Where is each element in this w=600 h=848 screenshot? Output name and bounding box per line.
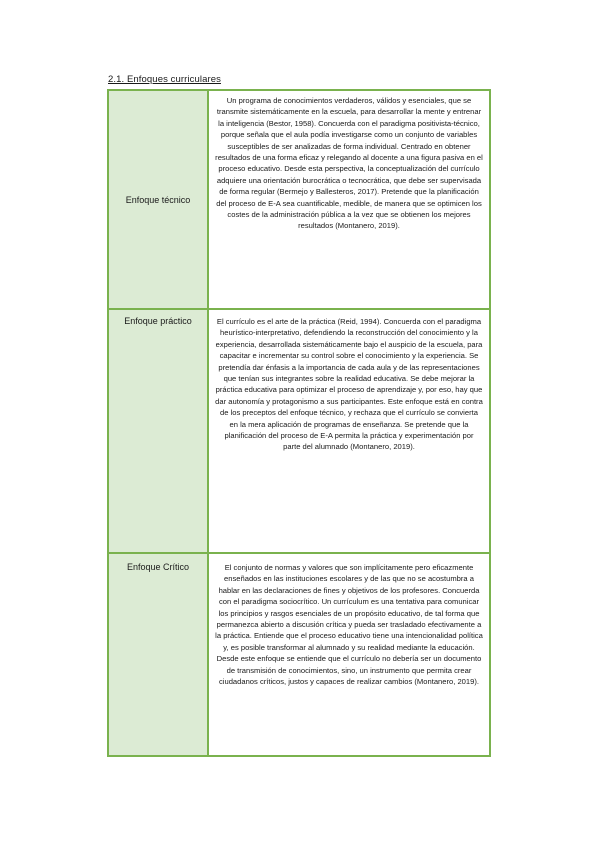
table-row (108, 90, 490, 309)
table-row (108, 309, 490, 553)
approach-label: Enfoque Crítico (108, 553, 208, 756)
approach-description: Un programa de conocimientos verdaderos, válidos y esenciales, que se transmite sistemáticamente en la escuela, para desarrollar la mente y entrenar la inteligencia (Bestor, 1958). Concuerda con el paradigma positivista-técnico, porque señala que el aula podía investigarse como un conjunto de variables susceptibles de ser analizadas de forma individual. Centrado en obtener resultados de una forma eficaz y relegando al docente a una figura pasiva en el proceso educativo. Desde esta perspectiva, la conceptualización del currículo adquiere una orientación burocrática o tecnocrática, que debe ser supervisada de forma regular (Bermejo y Ballesteros, 2017). Pretende que la planificación del proceso de E-A sea cuantificable, medible, de manera que se optimicen los costes de la administración pública a la vez que se obtienen los mejores resultados (Montanero, 2019). (208, 90, 490, 309)
curricular-approaches-table (107, 89, 491, 757)
approach-description: El conjunto de normas y valores que son implícitamente pero eficazmente enseñados en las instituciones escolares y de las que no se acostumbra a hablar en las declaraciones de fines y objetivos de los profesores. Concuerda con el paradigma sociocrítico. Un currículum es una tentativa para comunicar los principios y rasgos esenciales de un propósito educativo, de tal forma que permanezca abierto a discusión crítica y pueda ser trasladado efectivamente a la práctica. Entiende que el proceso educativo tiene una intencionalidad política y, es posible transformar al alumnado y su realidad mediante la educación. Desde este enfoque se entiende que el currículo no debería ser un documento de transmisión de conocimientos, sino, un instrumento que permita crear ciudadanos críticos, justos y capaces de realizar cambios (Montanero, 2019). (208, 553, 490, 756)
section-heading: 2.1. Enfoques curriculares (108, 74, 221, 85)
approach-label: Enfoque técnico (108, 90, 208, 309)
approach-label: Enfoque práctico (108, 309, 208, 553)
table-row (108, 553, 490, 756)
approach-description: El currículo es el arte de la práctica (Reid, 1994). Concuerda con el paradigma heurístico-interpretativo, defendiendo la reconstrucción del conocimiento y la experiencia, desarrollada sistemáticamente bajo el auspicio de la escuela, para capacitar e incrementar su control sobre el conocimiento y la experiencia. Se pretendía dar énfasis a la importancia de cada aula y de las representaciones que tenían sus integrantes sobre la realidad educativa. Se debe mejorar la práctica educativa para optimizar el proceso de aprendizaje y, por eso, hay que dar autonomía y protagonismo a sus participantes. Este enfoque está en contra de los preceptos del enfoque técnico, y rechaza que el currículo se convierta en la mera aplicación de programas de enseñanza. Se pretende que la planificación del proceso de E-A permita la práctica y experimentación por parte del alumnado (Montanero, 2019). (208, 309, 490, 553)
